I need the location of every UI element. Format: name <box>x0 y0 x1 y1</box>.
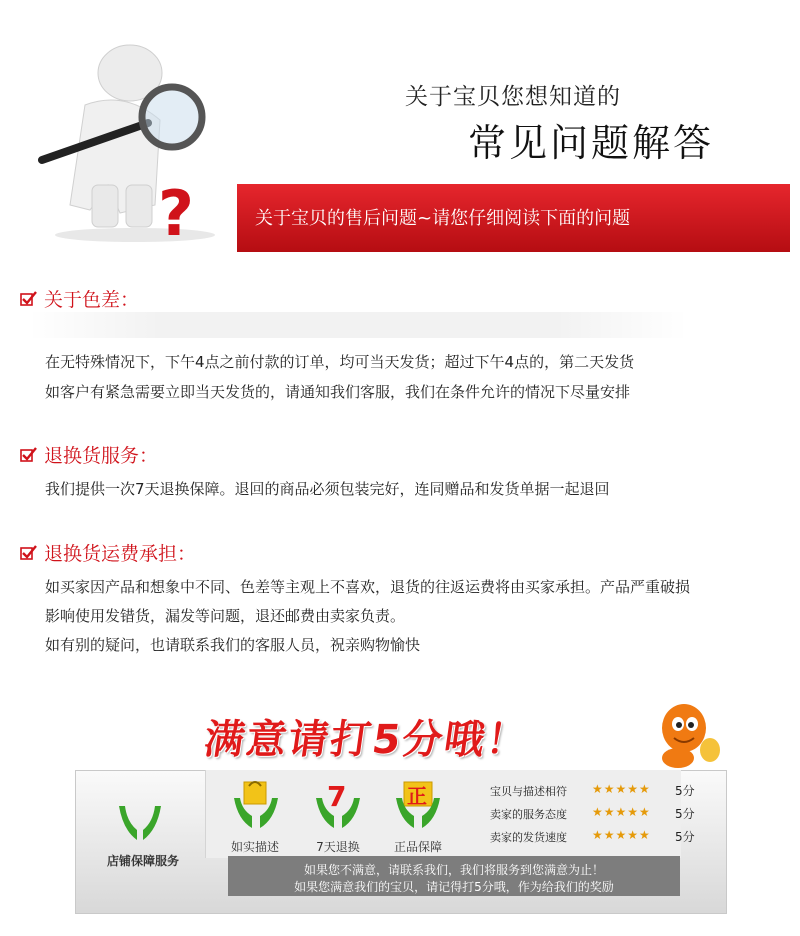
section-text-line: 如有别的疑问，也请联系我们的客服人员，祝亲购物愉快 <box>45 636 421 654</box>
rating-stars: ★★★★★ <box>592 828 651 842</box>
store-guarantee-label: 店铺保障服务 <box>106 854 179 868</box>
svg-text:?: ? <box>158 177 194 245</box>
title-small: 关于宝贝您想知道的 <box>405 84 621 110</box>
footer-line: 如果您不满意，请联系我们，我们将服务到您满意为止！ <box>303 863 604 877</box>
hero-figure-magnifier <box>30 35 230 245</box>
guarantee-label: 如实描述 <box>230 840 279 854</box>
page-title: 常见问题解答 <box>468 121 715 165</box>
section-heading-text: 退换货运费承担： <box>44 543 197 565</box>
section-heading-color-difference <box>20 285 139 312</box>
section-heading-text: 关于色差： <box>44 289 140 311</box>
rating-score: 5分 <box>675 830 695 844</box>
svg-text:7: 7 <box>327 780 347 813</box>
rating-score: 5分 <box>675 784 695 798</box>
red-banner <box>237 184 790 252</box>
guarantee-label: 正品保障 <box>393 840 442 854</box>
rating-label: 卖家的发货速度 <box>490 831 567 844</box>
shopping-bag-icon <box>230 778 282 830</box>
section-heading-returns <box>20 441 158 468</box>
check-icon <box>20 545 38 561</box>
section-heading-text: 退换货服务： <box>44 445 159 467</box>
section-text-line: 如买家因产品和想象中不同、色差等主观上不喜欢，退货的往返运费将由买家承担。产品严重破损 <box>45 578 691 596</box>
section-text-line: 我们提供一次7天退换保障。退回的商品必须包装完好，连同赠品和发货单据一起退回 <box>45 480 610 498</box>
section-heading-shipping-cost <box>20 539 196 566</box>
rating-label: 宝贝与描述相符 <box>490 785 567 798</box>
section-text-line: 在无特殊情况下，下午4点之前付款的订单，均可当天发货；超过下午4点的，第二天发货 <box>45 353 635 371</box>
rating-score: 5分 <box>675 807 695 821</box>
section-text-line: 如客户有紧急需要立即当天发货的，请通知我们客服，我们在条件允许的情况下尽量安排 <box>45 383 631 401</box>
svg-text:正: 正 <box>407 784 427 808</box>
guarantee-label: 7天退换 <box>316 840 360 854</box>
banner-text: 关于宝贝的售后问题~请您仔细阅读下面的问题 <box>255 208 631 229</box>
seven-day-icon <box>312 778 364 830</box>
section-divider-shadow <box>28 312 688 338</box>
check-icon <box>20 447 38 463</box>
check-icon <box>20 291 38 307</box>
mascot-icon <box>648 700 728 770</box>
promo-footer-bar <box>228 856 680 896</box>
green-hands-icon <box>115 800 165 844</box>
genuine-icon <box>392 778 444 830</box>
rating-stars: ★★★★★ <box>592 805 651 819</box>
rating-stars: ★★★★★ <box>592 782 651 796</box>
section-text-line: 影响使用发错货，漏发等问题，退还邮费由卖家负责。 <box>45 607 406 625</box>
rating-label: 卖家的服务态度 <box>490 808 567 821</box>
footer-line: 如果您满意我们的宝贝，请记得打5分哦，作为给我们的奖励 <box>294 880 614 894</box>
promo-title: 满意请打5分哦！ <box>201 717 532 763</box>
